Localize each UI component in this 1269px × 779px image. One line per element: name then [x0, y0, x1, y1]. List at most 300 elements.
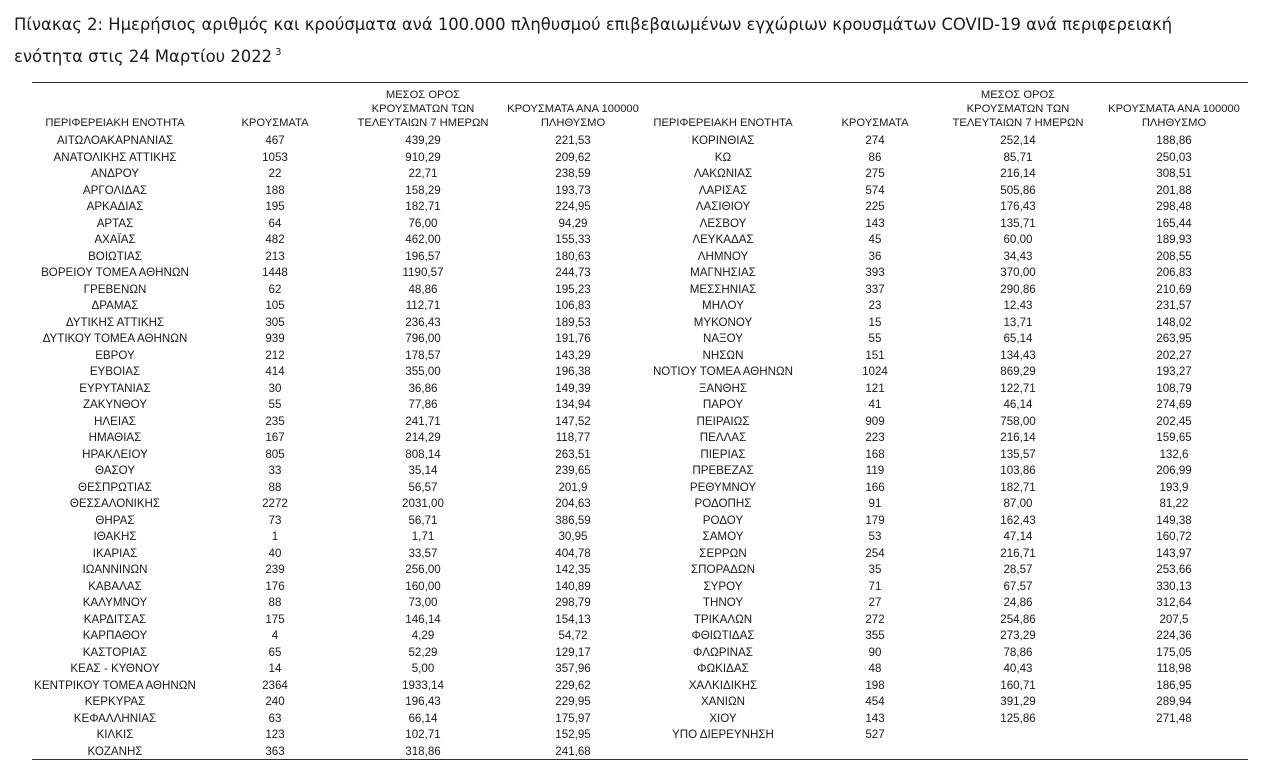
seven-day-average: 102,71: [405, 728, 441, 741]
seven-day-average: 56,57: [408, 480, 438, 494]
cases-per-100000: 160,72: [1156, 530, 1192, 543]
region-name: ΝΑΞΟΥ: [702, 332, 744, 345]
seven-day-average: 87,00: [1003, 497, 1033, 510]
seven-day-average: 122,71: [1000, 381, 1036, 395]
seven-day-average: 241,71: [405, 414, 441, 428]
region-name: ΑΙΤΩΛΟΑΚΑΡΝΑΝΙΑΣ: [56, 134, 174, 147]
title-footnote: 3: [275, 47, 282, 58]
cases-per-100000: 298,79: [555, 596, 591, 609]
cases-per-100000: 134,94: [555, 398, 591, 411]
region-name: ΛΕΣΒΟΥ: [699, 216, 747, 230]
region-name: ΚΕΝΤΡΙΚΟΥ ΤΟΜΕΑ ΑΘΗΝΩΝ: [34, 678, 196, 692]
cases-per-100000: 224,95: [555, 200, 591, 213]
cases-per-100000: 202,27: [1156, 348, 1192, 362]
header-7day-average-right: ΤΕΛΕΥΤΑΙΩΝ 7 ΗΜΕΡΩΝ: [952, 117, 1084, 129]
cases-per-100000: 143,29: [555, 348, 591, 362]
cases-per-100000: 118,77: [555, 431, 591, 444]
seven-day-average: 216,71: [1000, 546, 1036, 560]
seven-day-average: 252,14: [1000, 134, 1036, 147]
region-name: ΛΕΥΚΑΔΑΣ: [692, 233, 754, 246]
cases-count: 48: [868, 662, 882, 675]
region-name: ΕΥΒΟΙΑΣ: [89, 365, 141, 378]
seven-day-average: 135,71: [1000, 216, 1036, 230]
seven-day-average: 196,57: [405, 249, 441, 263]
cases-count: 939: [265, 332, 285, 345]
region-name: ΑΡΓΟΛΙΔΑΣ: [82, 183, 148, 197]
header-7day-average-left: ΜΕΣΟΣ ΟΡΟΣ: [385, 89, 461, 101]
cases-per-100000: 30,95: [558, 530, 588, 543]
seven-day-average: 254,86: [1000, 612, 1036, 626]
cases-count: 275: [865, 167, 885, 180]
cases-count: 55: [868, 332, 882, 345]
region-name: ΖΑΚΥΝΘΟΥ: [82, 398, 148, 411]
seven-day-average: 77,86: [408, 398, 438, 411]
region-name: ΔΥΤΙΚΟΥ ΤΟΜΕΑ ΑΘΗΝΩΝ: [42, 332, 188, 345]
cases-per-100000: 147,52: [555, 414, 591, 428]
cases-per-100000: 196,38: [555, 365, 591, 378]
cases-per-100000: 253,66: [1156, 563, 1192, 576]
region-name: ΣΑΜΟΥ: [702, 530, 744, 543]
seven-day-average: 56,71: [408, 513, 438, 527]
seven-day-average: 134,43: [1000, 348, 1036, 362]
region-name: ΝΗΣΩΝ: [702, 348, 744, 362]
cases-per-100000: 148,02: [1156, 315, 1192, 329]
region-name: ΛΗΜΝΟΥ: [697, 249, 749, 263]
cases-per-100000: 238,59: [555, 167, 591, 180]
seven-day-average: 160,71: [1000, 678, 1036, 692]
cases-count: 240: [265, 695, 285, 708]
seven-day-average: 125,86: [1000, 711, 1036, 725]
region-name: ΙΘΑΚΗΣ: [93, 530, 137, 543]
region-name: ΙΩΑΝΝΙΝΩΝ: [82, 563, 148, 576]
region-name: ΚΩ: [714, 150, 732, 164]
cases-count: 30: [268, 381, 282, 395]
cases-count: 22: [268, 167, 282, 180]
region-name: ΚΕΦΑΛΛΗΝΙΑΣ: [73, 711, 157, 725]
cases-count: 166: [865, 480, 885, 494]
cases-per-100000: 404,78: [555, 546, 591, 560]
seven-day-average: 758,00: [1000, 414, 1036, 428]
region-name: ΑΝΔΡΟΥ: [91, 167, 139, 180]
cases-count: 363: [265, 744, 285, 758]
cases-per-100000: 263,95: [1156, 332, 1192, 345]
cases-per-100000: 193,27: [1156, 365, 1192, 378]
region-name: ΛΑΣΙΘΙΟΥ: [695, 200, 751, 213]
cases-count: 188: [265, 183, 285, 197]
seven-day-average: 67,57: [1003, 579, 1033, 593]
cases-per-100000: 289,94: [1156, 695, 1192, 708]
cases-per-100000: 175,97: [555, 711, 591, 725]
cases-count: 574: [865, 183, 885, 197]
cases-per-100000: 357,96: [555, 662, 591, 675]
cases-per-100000: 195,23: [555, 282, 591, 296]
cases-count: 143: [865, 711, 885, 725]
cases-count: 909: [865, 414, 885, 428]
seven-day-average: 370,00: [1000, 266, 1036, 279]
region-name: ΘΑΣΟΥ: [94, 464, 136, 477]
cases-per-100000: 129,17: [555, 645, 591, 659]
cases-per-100000: 274,69: [1156, 398, 1192, 411]
header-7day-average-left: ΤΕΛΕΥΤΑΙΩΝ 7 ΗΜΕΡΩΝ: [357, 117, 489, 129]
cases-count: 198: [865, 678, 885, 692]
cases-per-100000: 206,83: [1156, 266, 1192, 279]
cases-count: 212: [265, 348, 285, 362]
cases-per-100000: 165,44: [1156, 216, 1192, 230]
seven-day-average: 78,86: [1003, 645, 1033, 659]
cases-per-100000: 263,51: [555, 447, 591, 461]
cases-count: 167: [265, 431, 285, 444]
cases-count: 254: [865, 546, 885, 560]
cases-count: 86: [868, 150, 882, 164]
cases-per-100000: 155,33: [555, 233, 591, 246]
seven-day-average: 505,86: [1000, 183, 1036, 197]
seven-day-average: 176,43: [1000, 200, 1036, 213]
cases-count: 414: [265, 365, 285, 378]
cases-count: 1024: [862, 365, 888, 378]
region-name: ΡΕΘΥΜΝΟΥ: [689, 480, 757, 494]
header-cases-per-100000-right: ΚΡΟΥΣΜΑΤΑ ΑΝΑ 100000: [1108, 103, 1240, 115]
cases-per-100000: 204,63: [555, 497, 591, 510]
seven-day-average: 46,14: [1003, 398, 1033, 411]
region-name: ΗΛΕΙΑΣ: [94, 414, 136, 428]
seven-day-average: 1190,57: [402, 266, 444, 279]
cases-count: 1053: [262, 150, 288, 164]
region-name: ΑΝΑΤΟΛΙΚΗΣ ΑΤΤΙΚΗΣ: [53, 150, 177, 164]
seven-day-average: 24,86: [1003, 596, 1033, 609]
cases-count: 62: [268, 282, 282, 296]
cases-count: 1: [271, 530, 279, 543]
cases-count: 527: [865, 728, 885, 741]
region-name: ΣΠΟΡΑΔΩΝ: [691, 563, 755, 576]
cases-count: 71: [868, 579, 882, 593]
cases-count: 64: [268, 216, 282, 230]
seven-day-average: 439,29: [405, 134, 441, 147]
cases-per-100000: 210,69: [1156, 282, 1192, 296]
header-cases-per-100000-left: ΚΡΟΥΣΜΑΤΑ ΑΝΑ 100000: [507, 103, 639, 115]
cases-count: 88: [268, 480, 282, 494]
seven-day-average: 869,29: [1000, 365, 1036, 378]
cases-count: 239: [265, 563, 285, 576]
cases-count: 105: [265, 299, 285, 312]
cases-count: 805: [265, 447, 285, 461]
seven-day-average: 48,86: [408, 282, 438, 296]
cases-per-100000: 207,5: [1159, 612, 1189, 626]
cases-count: 121: [865, 381, 885, 395]
region-name: ΜΑΓΝΗΣΙΑΣ: [690, 266, 756, 279]
seven-day-average: 158,29: [405, 183, 441, 197]
region-name: ΠΙΕΡΙΑΣ: [700, 447, 746, 461]
region-name: ΜΗΛΟΥ: [702, 299, 744, 312]
header-cases-per-100000-left: ΠΛΗΘΥΣΜΟ: [540, 117, 606, 129]
cases-count: 40: [268, 546, 282, 560]
region-name: ΕΥΡΥΤΑΝΙΑΣ: [79, 381, 151, 395]
region-name: ΓΡΕΒΕΝΩΝ: [83, 282, 147, 296]
cases-per-100000: 54,72: [558, 629, 588, 642]
cases-count: 176: [265, 579, 285, 593]
seven-day-average: 290,86: [1000, 282, 1036, 296]
seven-day-average: 162,43: [1000, 513, 1036, 527]
region-name: ΚΑΛΥΜΝΟΥ: [82, 596, 148, 609]
cases-count: 223: [865, 431, 885, 444]
cases-per-100000: 193,73: [555, 183, 591, 197]
region-name: ΚΑΡΔΙΤΣΑΣ: [83, 612, 147, 626]
region-name: ΚΟΖΑΝΗΣ: [87, 744, 143, 758]
region-name: ΡΟΔΟΠΗΣ: [694, 497, 752, 510]
cases-count: 168: [865, 447, 885, 461]
seven-day-average: 5,00: [411, 662, 435, 675]
region-name: ΑΡΚΑΔΙΑΣ: [86, 200, 144, 213]
seven-day-average: 34,43: [1003, 249, 1033, 263]
cases-per-100000: 229,95: [555, 695, 591, 708]
region-name: ΦΩΚΙΔΑΣ: [697, 662, 749, 675]
cases-per-100000: 202,45: [1156, 414, 1192, 428]
cases-per-100000: 312,64: [1156, 596, 1192, 609]
seven-day-average: 1,71: [411, 530, 435, 543]
cases-per-100000: 241,68: [555, 744, 591, 758]
cases-per-100000: 159,65: [1156, 431, 1192, 444]
cases-count: 482: [265, 233, 285, 246]
seven-day-average: 33,57: [408, 546, 438, 560]
seven-day-average: 910,29: [405, 150, 441, 164]
cases-count: 274: [865, 134, 885, 147]
seven-day-average: 85,71: [1003, 150, 1033, 164]
cases-per-100000: 186,95: [1156, 678, 1192, 692]
cases-count: 15: [868, 315, 882, 329]
seven-day-average: 318,86: [405, 744, 441, 758]
cases-count: 73: [268, 513, 282, 527]
seven-day-average: 65,14: [1003, 332, 1033, 345]
region-name: ΒΟΡΕΙΟΥ ΤΟΜΕΑ ΑΘΗΝΩΝ: [41, 266, 189, 279]
region-name: ΘΗΡΑΣ: [95, 513, 135, 527]
region-name: ΤΗΝΟΥ: [702, 596, 744, 609]
region-name: ΧΑΛΚΙΔΙΚΗΣ: [688, 678, 758, 692]
seven-day-average: 28,57: [1003, 563, 1033, 576]
cases-count: 151: [865, 348, 885, 362]
cases-count: 35: [868, 563, 882, 576]
region-name: ΠΕΙΡΑΙΩΣ: [696, 414, 750, 428]
region-name: ΗΡΑΚΛΕΙΟΥ: [82, 447, 148, 461]
cases-per-100000: 132,6: [1159, 447, 1189, 461]
cases-per-100000: 175,05: [1156, 645, 1192, 659]
cases-per-100000: 298,48: [1156, 200, 1192, 213]
region-name: ΚΟΡΙΝΘΙΑΣ: [691, 134, 755, 147]
cases-per-100000: 208,55: [1156, 249, 1192, 263]
region-name: ΔΥΤΙΚΗΣ ΑΤΤΙΚΗΣ: [65, 315, 165, 329]
cases-count: 272: [865, 612, 885, 626]
seven-day-average: 196,43: [405, 695, 441, 708]
cases-count: 123: [265, 728, 285, 741]
region-name: ΒΟΙΩΤΙΑΣ: [88, 249, 142, 263]
header-region-right: ΠΕΡΙΦΕΡΕΙΑΚΗ ΕΝΟΤΗΤΑ: [653, 117, 793, 129]
header-7day-average-right: ΜΕΣΟΣ ΟΡΟΣ: [980, 89, 1056, 101]
cases-count: 88: [268, 596, 282, 609]
seven-day-average: 4,29: [411, 629, 435, 642]
cases-count: 305: [265, 315, 285, 329]
region-name: ΦΘΙΩΤΙΔΑΣ: [691, 629, 755, 642]
region-name: ΘΕΣΣΑΛΟΝΙΚΗΣ: [69, 497, 161, 510]
cases-per-100000: 386,59: [555, 513, 591, 527]
region-name: ΗΜΑΘΙΑΣ: [88, 431, 142, 444]
region-name: ΡΟΔΟΥ: [702, 513, 744, 527]
seven-day-average: 35,14: [408, 464, 438, 477]
cases-count: 36: [868, 249, 882, 263]
seven-day-average: 135,57: [1000, 447, 1036, 461]
cases-count: 41: [868, 398, 882, 411]
cases-count: 4: [271, 629, 279, 642]
seven-day-average: 178,57: [405, 348, 441, 362]
seven-day-average: 391,29: [1000, 695, 1036, 708]
region-name: ΠΡΕΒΕΖΑΣ: [692, 464, 754, 477]
seven-day-average: 40,43: [1003, 662, 1033, 675]
cases-per-100000: 118,98: [1156, 662, 1192, 675]
cases-count: 119: [865, 464, 885, 477]
seven-day-average: 66,14: [408, 711, 438, 725]
seven-day-average: 216,14: [1000, 431, 1036, 444]
cases-per-100000: 221,53: [555, 134, 591, 147]
region-name: ΠΑΡΟΥ: [702, 398, 744, 411]
header-7day-average-left: ΚΡΟΥΣΜΑΤΩΝ ΤΩΝ: [371, 103, 475, 115]
cases-per-100000: 149,39: [555, 381, 591, 395]
cases-count: 179: [865, 513, 885, 527]
cases-per-100000: 188,86: [1156, 134, 1192, 147]
cases-per-100000: 140,89: [555, 579, 591, 593]
cases-per-100000: 193,9: [1159, 480, 1189, 494]
seven-day-average: 182,71: [405, 200, 441, 213]
cases-count: 235: [265, 414, 285, 428]
cases-per-100000: 250,03: [1156, 150, 1192, 164]
cases-per-100000: 244,73: [555, 266, 591, 279]
header-cases-right: ΚΡΟΥΣΜΑΤΑ: [841, 117, 909, 129]
cases-per-100000: 143,97: [1156, 546, 1192, 560]
region-name: ΛΑΡΙΣΑΣ: [698, 183, 748, 197]
region-name: ΦΛΩΡΙΝΑΣ: [693, 645, 753, 659]
cases-count: 225: [865, 200, 885, 213]
cases-count: 14: [268, 662, 282, 675]
cases-count: 90: [868, 645, 882, 659]
region-name: ΔΡΑΜΑΣ: [91, 299, 139, 312]
cases-per-100000: 271,48: [1156, 711, 1192, 725]
cases-count: 337: [865, 282, 885, 296]
cases-count: 2364: [262, 678, 288, 692]
seven-day-average: 2031,00: [402, 497, 444, 510]
seven-day-average: 36,86: [408, 381, 438, 395]
region-name: ΞΑΝΘΗΣ: [698, 381, 748, 395]
region-name: ΛΑΚΩΝΙΑΣ: [693, 167, 753, 180]
header-region-left: ΠΕΡΙΦΕΡΕΙΑΚΗ ΕΝΟΤΗΤΑ: [45, 117, 185, 129]
cases-per-100000: 201,9: [558, 480, 588, 494]
region-name: ΠΕΛΛΑΣ: [699, 431, 747, 444]
cases-count: 355: [865, 629, 885, 642]
cases-per-100000: 142,35: [555, 563, 591, 576]
cases-per-100000: 201,88: [1156, 183, 1192, 197]
seven-day-average: 355,00: [405, 365, 441, 378]
seven-day-average: 22,71: [408, 167, 438, 180]
cases-per-100000: 239,65: [555, 464, 591, 477]
seven-day-average: 103,86: [1000, 464, 1036, 477]
region-name: ΣΥΡΟΥ: [703, 579, 743, 593]
seven-day-average: 160,00: [405, 579, 441, 593]
cases-count: 65: [268, 645, 282, 659]
cases-per-100000: 149,38: [1156, 513, 1192, 527]
cases-count: 454: [865, 695, 885, 708]
seven-day-average: 1933,14: [402, 678, 444, 692]
seven-day-average: 214,29: [405, 431, 441, 444]
cases-count: 63: [268, 711, 282, 725]
cases-count: 143: [865, 216, 885, 230]
region-name: ΥΠΟ ΔΙΕΡΕΥΝΗΣΗ: [672, 728, 774, 741]
seven-day-average: 112,71: [405, 299, 441, 312]
seven-day-average: 256,00: [405, 563, 441, 576]
region-name: ΑΧΑΪΑΣ: [94, 233, 136, 246]
cases-count: 195: [265, 200, 285, 213]
region-name: ΧΑΝΙΩΝ: [700, 695, 746, 708]
cases-count: 393: [865, 266, 885, 279]
region-name: ΑΡΤΑΣ: [96, 216, 134, 230]
cases-per-100000: 94,29: [558, 216, 588, 230]
region-name: ΜΥΚΟΝΟΥ: [693, 315, 753, 329]
header-cases-left: ΚΡΟΥΣΜΑΤΑ: [241, 117, 309, 129]
region-name: ΚΙΛΚΙΣ: [96, 728, 134, 741]
seven-day-average: 60,00: [1003, 233, 1033, 246]
seven-day-average: 76,00: [408, 216, 438, 230]
region-name: ΜΕΣΣΗΝΙΑΣ: [689, 282, 757, 296]
region-name: ΚΑΣΤΟΡΙΑΣ: [82, 645, 148, 659]
seven-day-average: 216,14: [1000, 167, 1036, 180]
cases-count: 213: [265, 249, 285, 263]
cases-count: 27: [868, 596, 882, 609]
cases-per-100000: 152,95: [555, 728, 591, 741]
seven-day-average: 52,29: [408, 645, 438, 659]
cases-count: 55: [268, 398, 282, 411]
cases-count: 467: [265, 134, 285, 147]
region-name: ΘΕΣΠΡΩΤΙΑΣ: [78, 480, 152, 494]
cases-per-100000: 106,83: [555, 299, 591, 312]
cases-per-100000: 108,79: [1156, 381, 1192, 395]
title-line-2: ενότητα στις 24 Μαρτίου 2022: [14, 47, 273, 66]
seven-day-average: 796,00: [405, 332, 441, 345]
region-name: ΚΕΑΣ - ΚΥΘΝΟΥ: [70, 662, 160, 675]
cases-per-100000: 231,57: [1156, 299, 1192, 312]
cases-per-100000: 206,99: [1156, 464, 1192, 477]
cases-per-100000: 209,62: [555, 150, 591, 164]
cases-count: 45: [868, 233, 882, 246]
seven-day-average: 73,00: [408, 596, 438, 609]
region-name: ΤΡΙΚΑΛΩΝ: [693, 612, 753, 626]
seven-day-average: 462,00: [405, 233, 441, 246]
cases-count: 23: [868, 299, 882, 312]
seven-day-average: 12,43: [1003, 299, 1033, 312]
cases-count: 91: [868, 497, 882, 510]
cases-per-100000: 224,36: [1156, 629, 1192, 642]
cases-per-100000: 229,62: [555, 678, 591, 692]
cases-count: 53: [868, 530, 882, 543]
seven-day-average: 182,71: [1000, 480, 1036, 494]
cases-count: 33: [268, 464, 282, 477]
title-line-1: Πίνακας 2: Ημερήσιος αριθμός και κρούσματα ανά 100.000 πληθυσμού επιβεβαιωμένων εγχώριων κρουσμάτων COVID-19 ανά περιφερειακή: [14, 15, 1173, 34]
region-name: ΚΑΒΑΛΑΣ: [88, 579, 142, 593]
seven-day-average: 273,29: [1000, 629, 1036, 642]
region-name: ΙΚΑΡΙΑΣ: [92, 546, 138, 560]
seven-day-average: 146,14: [405, 612, 441, 626]
cases-per-100000: 180,63: [555, 249, 591, 263]
cases-per-100000: 189,93: [1156, 233, 1192, 246]
cases-count: 175: [265, 612, 285, 626]
region-name: ΝΟΤΙΟΥ ΤΟΜΕΑ ΑΘΗΝΩΝ: [652, 365, 794, 378]
seven-day-average: 47,14: [1003, 530, 1033, 543]
seven-day-average: 236,43: [405, 315, 441, 329]
cases-count: 2272: [262, 497, 288, 510]
cases-per-100000: 154,13: [555, 612, 591, 626]
